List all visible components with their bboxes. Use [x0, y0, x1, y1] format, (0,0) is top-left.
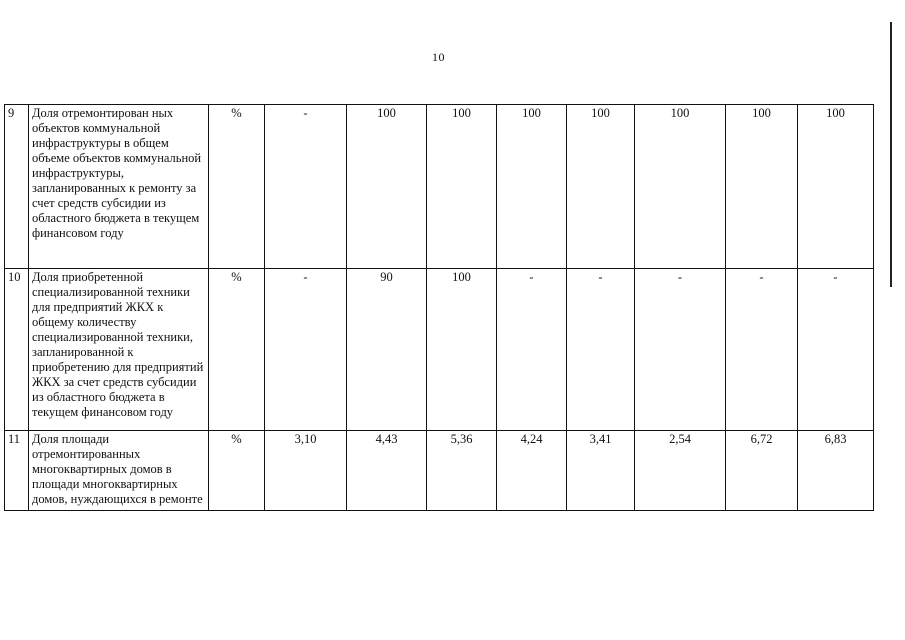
unit-cell: %: [209, 105, 265, 269]
row-number: 10: [5, 269, 29, 431]
unit-cell: %: [209, 431, 265, 511]
value-cell: 4,43: [347, 431, 427, 511]
indicator-name: Доля отремонтирован ных объектов коммунальной инфраструктуры в общем объеме объектов коммунальной инфраструктуры, запланированных к ремонту за счет средств субсидии из областного бюджета в текущем финансовом году: [29, 105, 209, 269]
value-cell: 5,36: [427, 431, 497, 511]
value-cell: -: [265, 105, 347, 269]
value-cell: -: [497, 269, 567, 431]
indicator-name: Доля приобретенной специализированной техники для предприятий ЖКХ к общему количеству специализированной техники, запланированной к приобретению для предприятий ЖКХ за счет средств субсидии из областного бюджета в текущем финансовом году: [29, 269, 209, 431]
value-cell: -: [567, 269, 635, 431]
indicator-name: Доля площади отремонтированных многоквартирных домов в площади многоквартирных домов, нуждающихся в ремонте: [29, 431, 209, 511]
value-cell: -: [635, 269, 726, 431]
value-cell: 100: [635, 105, 726, 269]
indicators-table: [4, 104, 874, 511]
value-cell: 100: [427, 105, 497, 269]
value-cell: 100: [567, 105, 635, 269]
value-cell: 4,24: [497, 431, 567, 511]
value-cell: 6,83: [798, 431, 874, 511]
page-number: 10: [432, 50, 445, 64]
value-cell: 3,10: [265, 431, 347, 511]
value-cell: 100: [798, 105, 874, 269]
row-number: 11: [5, 431, 29, 511]
value-cell: 6,72: [726, 431, 798, 511]
value-cell: -: [726, 269, 798, 431]
value-cell: 100: [497, 105, 567, 269]
table-row: [5, 105, 874, 269]
value-cell: 3,41: [567, 431, 635, 511]
value-cell: -: [265, 269, 347, 431]
value-cell: 100: [726, 105, 798, 269]
table-row: [5, 269, 874, 431]
value-cell: 90: [347, 269, 427, 431]
page-edge-line: [890, 22, 892, 287]
value-cell: 100: [347, 105, 427, 269]
row-number: 9: [5, 105, 29, 269]
value-cell: 100: [427, 269, 497, 431]
table-row: [5, 431, 874, 511]
unit-cell: %: [209, 269, 265, 431]
value-cell: -: [798, 269, 874, 431]
value-cell: 2,54: [635, 431, 726, 511]
